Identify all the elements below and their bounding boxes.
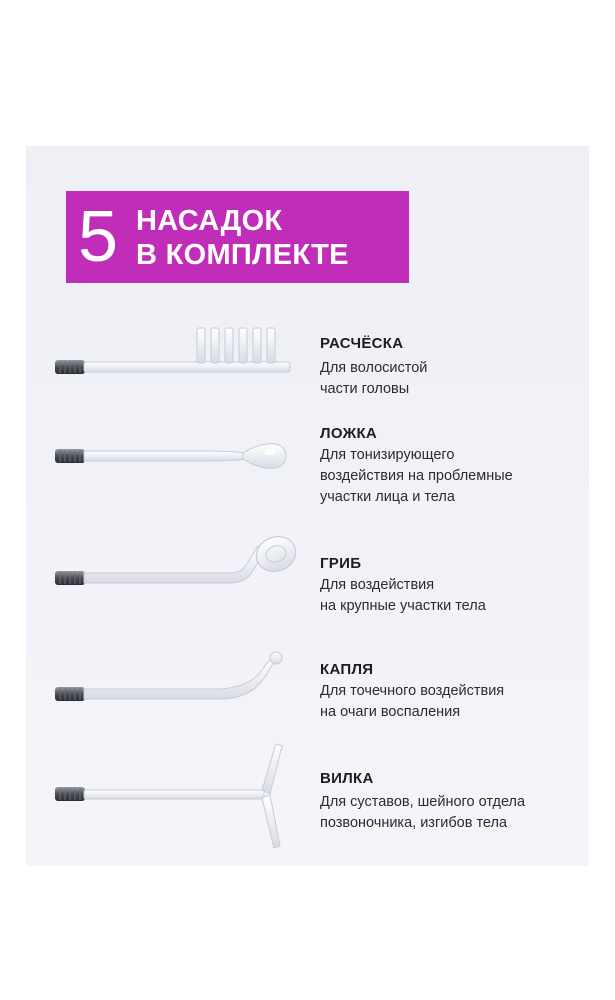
item-description-drop: Для точечного воздействия на очаги воспаления	[320, 683, 505, 720]
mushroom-electrode-icon	[40, 530, 310, 598]
item-description-comb: Для волосистой части головы	[320, 360, 428, 397]
item-title-spoon: ЛОЖКА	[320, 425, 378, 442]
banner-line-2: В КОМПЛЕКТЕ	[136, 239, 349, 271]
item-title-mushroom: ГРИБ	[320, 555, 362, 572]
banner-line-1: НАСАДОК	[136, 205, 283, 237]
spoon-electrode-icon	[40, 430, 310, 480]
drop-electrode-icon	[40, 648, 310, 710]
item-title-comb: РАСЧЁСКА	[320, 335, 404, 352]
item-title-fork: ВИЛКА	[320, 770, 374, 787]
item-title-drop: КАПЛЯ	[320, 661, 374, 678]
fork-electrode-icon	[40, 740, 310, 852]
item-description-fork: Для суставов, шейного отдела позвоночника, изгибов тела	[320, 794, 526, 831]
item-description-mushroom: Для воздействия на крупные участки тела	[320, 577, 486, 614]
title-banner	[66, 191, 409, 283]
item-description-spoon: Для тонизирующего воздействия на проблемные участки лица и тела	[320, 447, 513, 505]
comb-electrode-icon	[40, 318, 310, 382]
banner-number: 5	[78, 197, 119, 277]
